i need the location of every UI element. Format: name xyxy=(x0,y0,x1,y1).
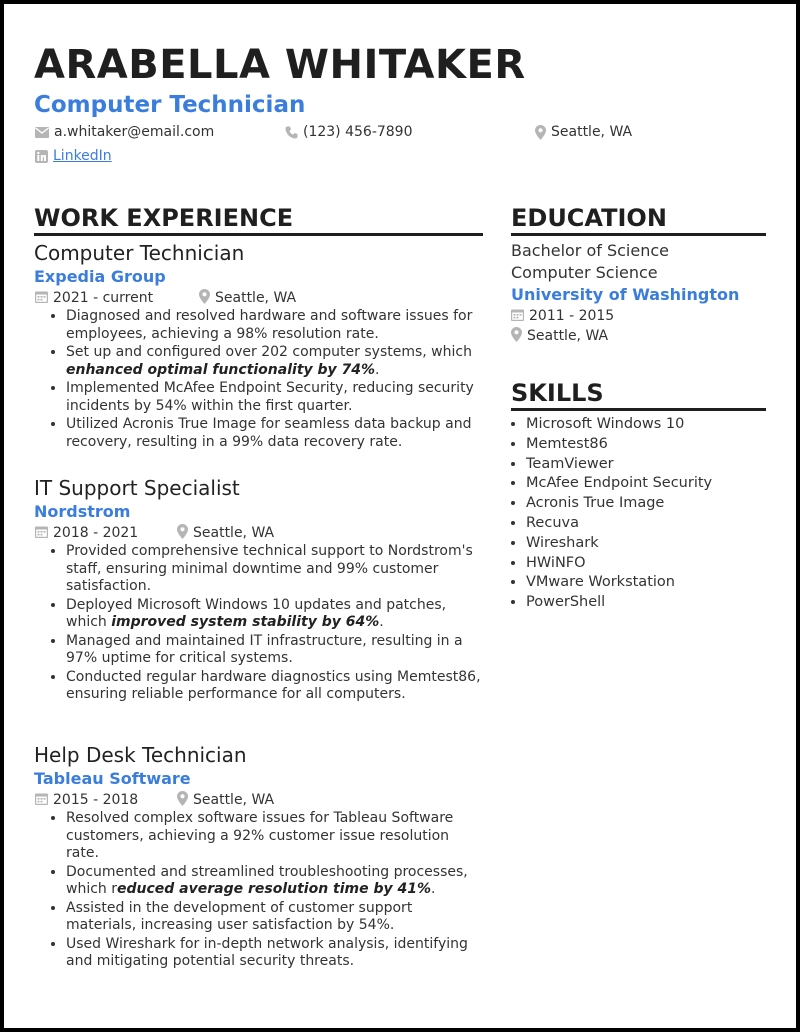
calendar-icon xyxy=(35,792,48,805)
resume-page xyxy=(4,4,796,1028)
linkedin-link[interactable]: LinkedIn xyxy=(53,148,112,164)
bullet-text: Provided comprehensive technical support to Nordstrom's staff, ensuring minimal downtime and 99% customer satisfaction. xyxy=(66,543,473,594)
calendar-icon xyxy=(35,290,48,303)
education-dates xyxy=(511,306,771,326)
bullet-text: Deployed Microsoft Windows 10 updates and patches, which xyxy=(66,596,447,630)
skill-item: • TeamViewer xyxy=(526,455,786,475)
skill-item: • VMware Workstation xyxy=(526,573,786,593)
contact-location xyxy=(535,123,632,141)
field-of-study: Computer Science xyxy=(511,263,658,282)
bullet-highlight: improved system stability by 64% xyxy=(111,614,380,630)
location-text: Seattle, WA xyxy=(551,124,633,140)
bullet-text: Assisted in the development of customer support materials, increasing user satisfaction by 54%. xyxy=(66,899,413,933)
bullet-text-end: . xyxy=(379,614,384,630)
email-text: a.whitaker@email.com xyxy=(54,124,215,140)
job-meta xyxy=(34,288,484,308)
degree: Bachelor of Science xyxy=(511,241,669,260)
job-bullet xyxy=(66,669,484,704)
skill-item: • Recuva xyxy=(526,514,786,534)
skill-item: • Memtest86 xyxy=(526,435,786,455)
bullet-text: Diagnosed and resolved hardware and software issues for employees, achieving a 98% resolution rate. xyxy=(66,308,473,342)
company-name: Expedia Group xyxy=(34,267,166,286)
job-bullet xyxy=(66,543,484,596)
job-dates xyxy=(35,523,138,543)
bullet-text-end: . xyxy=(375,361,380,378)
work-experience-heading: WORK EXPERIENCE xyxy=(34,204,294,232)
skill-item: • McAfee Endpoint Security xyxy=(526,474,786,494)
job-location-text: Seattle, WA xyxy=(215,290,297,306)
map-pin-icon xyxy=(199,289,210,304)
job-dates-text: 2021 - current xyxy=(53,290,154,306)
job-bullet xyxy=(66,900,484,935)
envelope-icon xyxy=(35,127,49,138)
bullet-text: Resolved complex software issues for Tableau Software customers, achieving a 92% customer issue resolution rate. xyxy=(66,810,454,861)
bullet-text: Managed and maintained IT infrastructure, resulting in a 97% uptime for critical systems. xyxy=(66,632,463,666)
company-name: Tableau Software xyxy=(34,769,191,788)
job-location xyxy=(199,288,296,308)
job-dates xyxy=(35,288,153,308)
contact-phone xyxy=(285,123,413,141)
map-pin-icon xyxy=(177,524,188,539)
skills-list xyxy=(511,415,786,613)
job-bullets xyxy=(34,543,484,704)
job-bullet xyxy=(66,597,484,632)
phone-text: (123) 456-7890 xyxy=(303,124,413,140)
company-name: Nordstrom xyxy=(34,502,131,521)
bullet-text: Implemented McAfee Endpoint Security, reducing security incidents by 54% within the first quarter. xyxy=(66,380,474,414)
contact-linkedin xyxy=(35,147,112,165)
skill-item: • Wireshark xyxy=(526,534,786,554)
phone-icon xyxy=(285,126,298,139)
job-title: IT Support Specialist xyxy=(34,476,240,500)
job-bullet xyxy=(66,864,484,899)
calendar-icon xyxy=(35,525,48,538)
job-bullet xyxy=(66,416,484,451)
bullet-text-end: . xyxy=(431,881,436,897)
education-location-text: Seattle, WA xyxy=(527,328,609,344)
education-heading: EDUCATION xyxy=(511,204,667,232)
bullet-text: Documented and streamlined troubleshooting processes, which r xyxy=(66,863,468,897)
job-bullet xyxy=(66,344,484,379)
education-dates-text: 2011 - 2015 xyxy=(529,308,615,324)
bullet-highlight: educed average resolution time by 41% xyxy=(117,881,432,897)
job-title: Help Desk Technician xyxy=(34,743,247,767)
job-bullets xyxy=(34,308,484,451)
skill-item: • Microsoft Windows 10 xyxy=(526,415,786,435)
job-entry xyxy=(34,240,484,452)
map-pin-icon xyxy=(177,791,188,806)
candidate-name: ARABELLA WHITAKER xyxy=(34,42,526,88)
job-entry xyxy=(34,475,484,705)
job-location xyxy=(177,790,274,810)
job-bullet xyxy=(66,936,484,971)
job-meta xyxy=(34,790,484,810)
skill-item: • HWiNFO xyxy=(526,554,786,574)
job-bullet xyxy=(66,308,484,343)
education-rule xyxy=(511,233,766,236)
education-entry xyxy=(511,240,771,346)
calendar-icon xyxy=(511,308,524,321)
skill-item: • Acronis True Image xyxy=(526,494,786,514)
candidate-role: Computer Technician xyxy=(34,92,306,118)
job-dates-text: 2018 - 2021 xyxy=(53,525,139,541)
bullet-text: Used Wireshark for in-depth network analysis, identifying and mitigating potential security threats. xyxy=(66,935,468,969)
bullet-text: Conducted regular hardware diagnostics using Memtest86, ensuring reliable performance for all computers. xyxy=(66,668,481,702)
education-location xyxy=(511,326,771,346)
job-bullets xyxy=(34,810,484,971)
skills-heading: SKILLS xyxy=(511,379,604,407)
bullet-highlight: enhanced optimal functionality by 74% xyxy=(66,361,376,378)
skills-rule xyxy=(511,408,766,411)
job-location-text: Seattle, WA xyxy=(193,525,275,541)
contact-email xyxy=(35,123,214,141)
linkedin-icon xyxy=(35,150,48,163)
job-entry xyxy=(34,742,484,972)
map-pin-icon xyxy=(511,327,522,342)
job-location-text: Seattle, WA xyxy=(193,792,275,808)
bullet-text: Utilized Acronis True Image for seamless data backup and recovery, resulting in a 99% data recovery rate. xyxy=(66,416,472,450)
job-bullet xyxy=(66,633,484,668)
skill-item: • PowerShell xyxy=(526,593,786,613)
job-bullet xyxy=(66,380,484,415)
job-location xyxy=(177,523,274,543)
job-bullet xyxy=(66,810,484,863)
job-dates xyxy=(35,790,138,810)
job-title: Computer Technician xyxy=(34,241,245,265)
bullet-text: Set up and configured over 202 computer systems, which xyxy=(66,344,472,360)
job-dates-text: 2015 - 2018 xyxy=(53,792,139,808)
map-pin-icon xyxy=(535,125,546,140)
work-experience-rule xyxy=(34,233,483,236)
job-meta xyxy=(34,523,484,543)
school-name: University of Washington xyxy=(511,285,740,304)
